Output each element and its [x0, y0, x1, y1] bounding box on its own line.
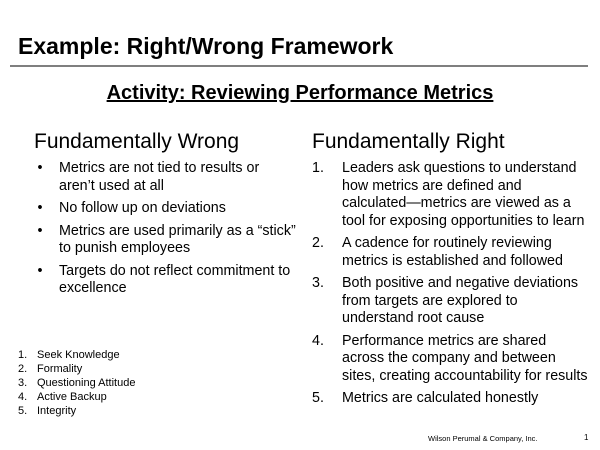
wrong-item — [34, 160, 296, 195]
item-number: 2. — [312, 235, 324, 251]
principle-item — [18, 348, 135, 362]
right-item — [312, 160, 588, 230]
slide-title: Example: Right/Wrong Framework — [18, 33, 394, 59]
principle-number: 2. — [18, 363, 28, 375]
wrong-column-heading: Fundamentally Wrong — [34, 130, 240, 153]
wrong-item-text: Targets do not reflect commitment to excellence — [59, 262, 291, 296]
wrong-item — [34, 223, 296, 258]
wrong-list — [34, 160, 296, 303]
principle-item — [18, 390, 135, 404]
right-item-text: Performance metrics are shared across the company and between sites, creating accountability for results — [342, 332, 588, 384]
right-item — [312, 390, 588, 408]
wrong-item-text: Metrics are not tied to results or aren’t used at all — [59, 160, 260, 194]
wrong-item — [34, 200, 296, 218]
title-divider — [10, 65, 588, 67]
item-number: 1. — [312, 160, 324, 176]
principle-text: Formality — [37, 363, 83, 375]
right-item — [312, 333, 588, 386]
principle-text: Active Backup — [37, 391, 107, 403]
principles-list — [18, 348, 135, 418]
principle-number: 3. — [18, 377, 28, 389]
item-number: 3. — [312, 275, 324, 291]
principle-text: Seek Knowledge — [37, 349, 120, 361]
principle-number: 5. — [18, 405, 28, 417]
principle-text: Integrity — [37, 405, 77, 417]
principle-item — [18, 362, 135, 376]
principle-item — [18, 404, 135, 418]
bullet-marker: • — [37, 160, 43, 176]
wrong-item-text: No follow up on deviations — [59, 200, 226, 216]
item-number: 4. — [312, 332, 324, 349]
principle-item — [18, 376, 135, 390]
right-item-text: Leaders ask questions to understand how metrics are defined and calculated—metrics are viewed as a tool for exposing opportunities to learn — [342, 160, 585, 229]
right-item — [312, 235, 588, 270]
footer-company: Wilson Perumal & Company, Inc. — [428, 434, 538, 443]
wrong-item — [34, 263, 296, 298]
right-column-heading: Fundamentally Right — [312, 130, 505, 153]
principle-number: 1. — [18, 349, 28, 361]
principle-text: Questioning Attitude — [37, 377, 136, 389]
right-item — [312, 275, 588, 328]
right-item-text: Metrics are calculated honestly — [342, 390, 539, 406]
bullet-marker: • — [37, 262, 43, 279]
item-number: 5. — [312, 390, 324, 406]
bullet-marker: • — [37, 200, 43, 216]
slide-subtitle: Activity: Reviewing Performance Metrics — [106, 82, 494, 104]
page-number: 1 — [584, 433, 589, 442]
right-list — [312, 160, 588, 413]
principle-number: 4. — [18, 391, 28, 403]
bullet-marker: • — [37, 222, 43, 239]
wrong-item-text: Metrics are used primarily as a “stick” to punish employees — [59, 222, 296, 256]
right-item-text: A cadence for routinely reviewing metrics is established and followed — [342, 235, 563, 269]
right-item-text: Both positive and negative deviations from targets are explored to understand root cause — [342, 275, 579, 326]
